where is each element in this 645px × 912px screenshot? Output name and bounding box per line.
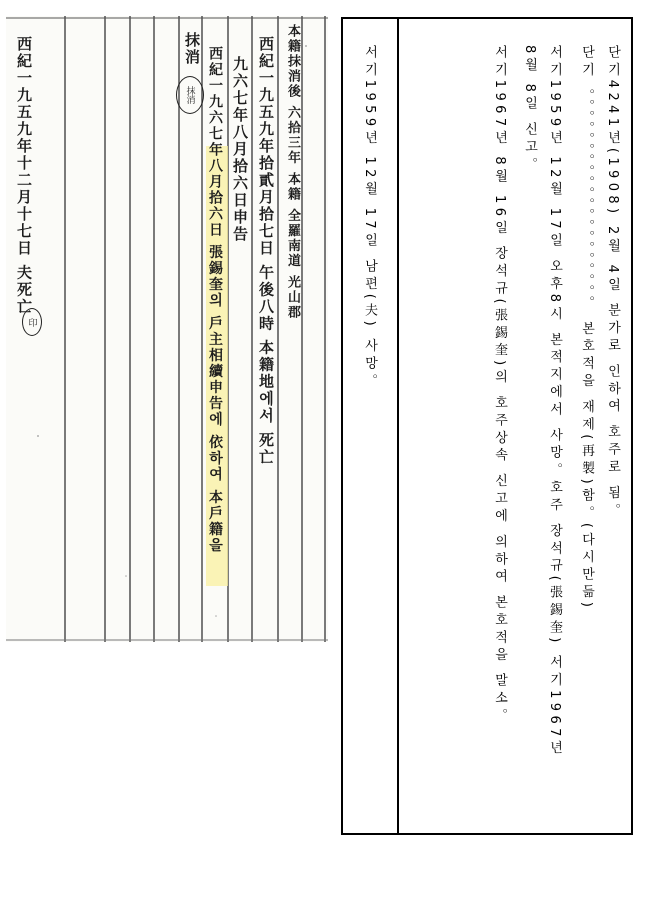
transcription-line-5: 서기1967년 8월 16일 장석규(張錫奎)의 호주상속 신고에 의하여 본호적을 말소。 bbox=[492, 45, 507, 726]
scanned-register-image bbox=[6, 16, 328, 642]
register-ruling-lines bbox=[6, 16, 328, 642]
register-header-column: 本籍抹消後 六拾三年 本籍 全羅南道 光山郡 bbox=[285, 24, 300, 321]
transcription-line-3: 서기1959년 12월 17일 오후8시 본적지에서 사망。호주 장석규(張錫奎) 서기1967년 bbox=[547, 45, 562, 759]
transcription-divider bbox=[397, 19, 399, 833]
transcription-line-1: 단기4241년(1908) 2월 4일 분가로 인하여 호주로 됨。 bbox=[605, 45, 620, 521]
small-seal-stamp: 印 bbox=[22, 308, 42, 336]
transcription-side-note: 서기1959년 12월 17일 남편(夫) 사망。 bbox=[362, 45, 377, 391]
register-entry-husband-death: 西紀一九五九年十二月十七日 夫死亡 bbox=[15, 36, 33, 316]
transcription-line-4: 8월 8일 신고。 bbox=[522, 45, 537, 175]
transcription-box bbox=[341, 17, 633, 835]
cancel-seal-stamp: 抹消 bbox=[176, 76, 204, 114]
transcription-line-2: 단기 。。。。。。。。。。。。。。。。。。。。 본호적을 재제(再製)함。(다시만듦) bbox=[579, 45, 594, 612]
register-entry-death: 西紀一九五九年拾貳月拾七日 午後八時 本籍地에서 死亡 bbox=[257, 36, 275, 466]
register-entry-cancel: 抹消 bbox=[183, 32, 201, 66]
register-entry-succession: 西紀一九六七年八月拾六日 張錫奎의 戶主相續申告에 依하여 本戶籍을 bbox=[207, 46, 223, 554]
register-entry-report-date: 九六七年八月拾六日申告 bbox=[231, 56, 249, 243]
